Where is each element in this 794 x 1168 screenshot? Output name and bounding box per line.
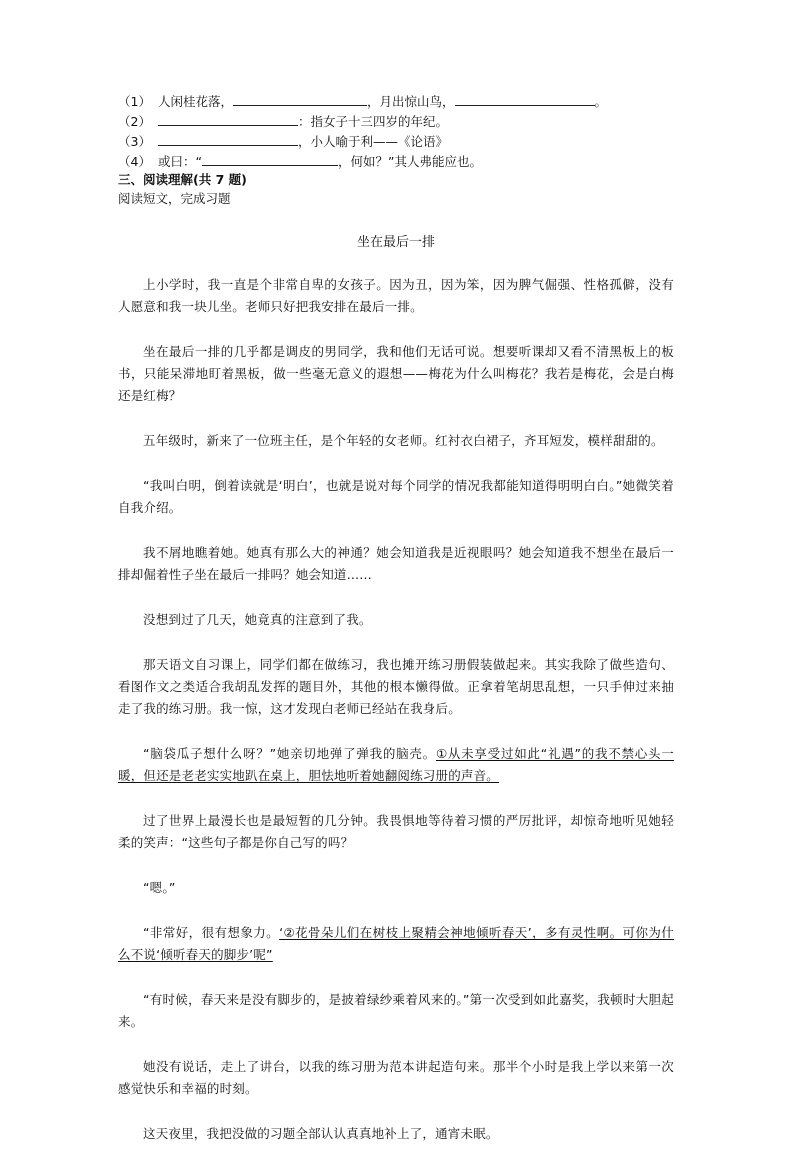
- paragraph-3: 五年级时，新来了一位班主任，是个年轻的女老师。红衬衣白裙子，齐耳短发，模样甜甜的。: [143, 433, 664, 448]
- item-text-prefix: 人闲桂花落，: [158, 94, 234, 109]
- item-text-middle: ，月出惊山鸟，: [367, 94, 455, 109]
- paragraph-14: 这天夜里，我把没做的习题全部认认真真地补上了，通宵未眠。: [143, 1126, 499, 1141]
- paragraph-2: 坐在最后一排的几乎都是调皮的男同学，我和他们无话可说。想要听课却又看不清黑板上的板书，只能呆滞地盯着黑板，做一些毫无意义的遐想——梅花为什么叫梅花？我若是梅花，会是白梅还是红梅？: [118, 344, 674, 403]
- answer-blank[interactable]: [158, 132, 298, 146]
- paragraph-7: 那天语文自习课上，同学们都在做练习，我也摊开练习册假装做起来。其实我除了做些造句、看图作文之类适合我胡乱发挥的题目外，其他的根本懒得做。正拿着笔胡思乱想，一只手伸过来抽走了我的练习册。我一惊，这才发现白老师已经站在我身后。: [118, 657, 674, 716]
- paragraph-9: 过了世界上最漫长也是最短暂的几分钟。我畏惧地等待着习惯的严厉批评，却惊奇地听见她轻柔的笑声：“这些句子都是你自己写的吗？: [118, 813, 674, 850]
- paragraph-10: “嗯。”: [143, 880, 176, 895]
- item-text-prefix: 或曰：“: [158, 154, 202, 169]
- article-title: 坐在最后一排: [356, 235, 435, 250]
- fill-item-1: [118, 92, 674, 112]
- item-text-suffix: ，何如？”其人弗能应也。: [337, 154, 482, 169]
- paragraph-8: [118, 743, 674, 787]
- instruction-text: 阅读短文，完成习题: [118, 191, 231, 206]
- fill-item-4: [118, 152, 674, 172]
- item-number: （1）: [118, 94, 151, 109]
- item-text: ：指女子十三四岁的年纪。: [298, 114, 449, 129]
- underlined-sentence-1: ①从未享受过如此“礼遇”的我不禁心头一暖，但还是老老实实地趴在桌上，胆怯地听着她翻阅练习册的声音。: [118, 746, 674, 783]
- answer-blank[interactable]: [158, 112, 298, 126]
- answer-blank[interactable]: [202, 152, 338, 166]
- fill-item-2: [118, 112, 674, 132]
- paragraph-1: 上小学时，我一直是个非常自卑的女孩子。因为丑，因为笨，因为脾气倔强、性格孤僻，没有人愿意和我一块儿坐。老师只好把我安排在最后一排。: [118, 277, 674, 314]
- answer-blank[interactable]: [455, 92, 595, 106]
- paragraph-11-lead: “非常好，很有想象力。: [143, 925, 280, 940]
- item-text: ，小人喻于利——《论语》: [298, 134, 449, 149]
- paragraph-11: [118, 922, 674, 966]
- section-heading: 三、阅读理解(共 7 题): [118, 172, 247, 187]
- paragraph-12: “有时候，春天来是没有脚步的，是披着绿纱乘着风来的。”第一次受到如此嘉奖，我顿时大胆起来。: [118, 992, 674, 1029]
- item-number: （3）: [118, 134, 151, 149]
- item-text-suffix: 。: [594, 94, 608, 109]
- item-number: （2）: [118, 114, 151, 129]
- document-page: [118, 92, 674, 1168]
- paragraph-6: 没想到过了几天，她竟真的注意到了我。: [143, 612, 372, 627]
- paragraph-4: “我叫白明，倒着读就是‘明白’，也就是说对每个同学的情况我都能知道得明明白白。”她微笑着自我介绍。: [118, 478, 674, 515]
- paragraph-13: 她没有说话，走上了讲台，以我的练习册为范本讲起造句来。那半个小时是我上学以来第一次感觉快乐和幸福的时刻。: [118, 1059, 674, 1096]
- paragraph-8-lead: “脑袋瓜子想什么呀？”她亲切地弹了弹我的脑壳。: [143, 746, 436, 761]
- paragraph-5: 我不屑地瞧着她。她真有那么大的神通？她会知道我是近视眼吗？她会知道我不想坐在最后一排却倔着性子坐在最后一排吗？她会知道……: [118, 545, 674, 582]
- fill-item-3: [118, 132, 674, 152]
- answer-blank[interactable]: [233, 92, 367, 106]
- item-number: （4）: [118, 154, 151, 169]
- underlined-sentence-2: ‘②花骨朵儿们在树枝上聚精会神地倾听春天’，多有灵性啊。可你为什么不说‘倾听春天的脚步’呢”: [118, 925, 674, 962]
